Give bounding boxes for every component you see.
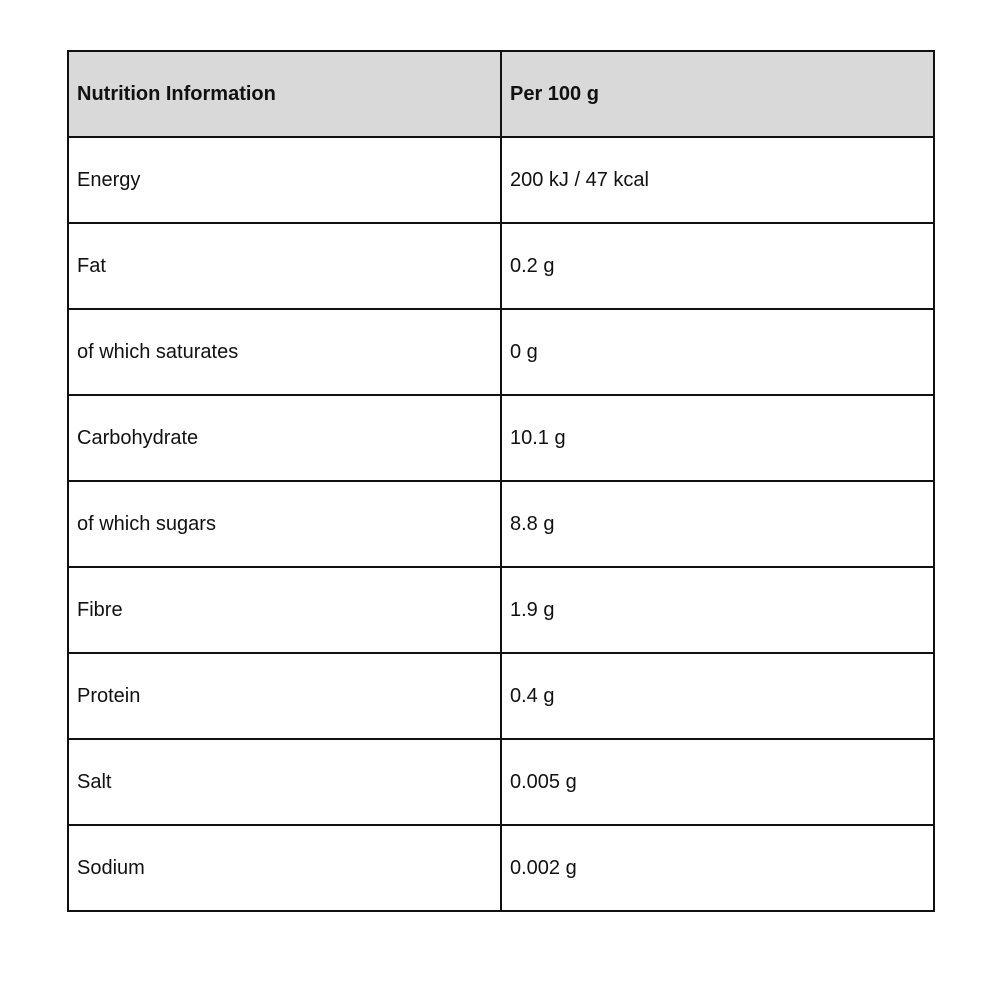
nutrition-table-container [67,50,933,912]
row-value-salt: 0.005 g [501,739,934,825]
table-row [68,481,934,567]
row-label-sodium: Sodium [68,825,501,911]
table-header-row [68,51,934,137]
header-label-cell: Nutrition Information [68,51,501,137]
row-label-salt: Salt [68,739,501,825]
table-row [68,137,934,223]
row-value-fat: 0.2 g [501,223,934,309]
row-label-fibre: Fibre [68,567,501,653]
row-value-fibre: 1.9 g [501,567,934,653]
table-row [68,567,934,653]
row-label-protein: Protein [68,653,501,739]
row-value-sodium: 0.002 g [501,825,934,911]
nutrition-table [67,50,935,912]
row-value-saturates: 0 g [501,309,934,395]
row-value-energy: 200 kJ / 47 kcal [501,137,934,223]
row-value-protein: 0.4 g [501,653,934,739]
row-label-energy: Energy [68,137,501,223]
table-row [68,395,934,481]
table-row [68,825,934,911]
row-label-carbohydrate: Carbohydrate [68,395,501,481]
row-label-sugars: of which sugars [68,481,501,567]
row-label-fat: Fat [68,223,501,309]
table-row [68,223,934,309]
row-label-saturates: of which saturates [68,309,501,395]
table-row [68,309,934,395]
row-value-carbohydrate: 10.1 g [501,395,934,481]
table-row [68,653,934,739]
row-value-sugars: 8.8 g [501,481,934,567]
table-row [68,739,934,825]
header-value-cell: Per 100 g [501,51,934,137]
